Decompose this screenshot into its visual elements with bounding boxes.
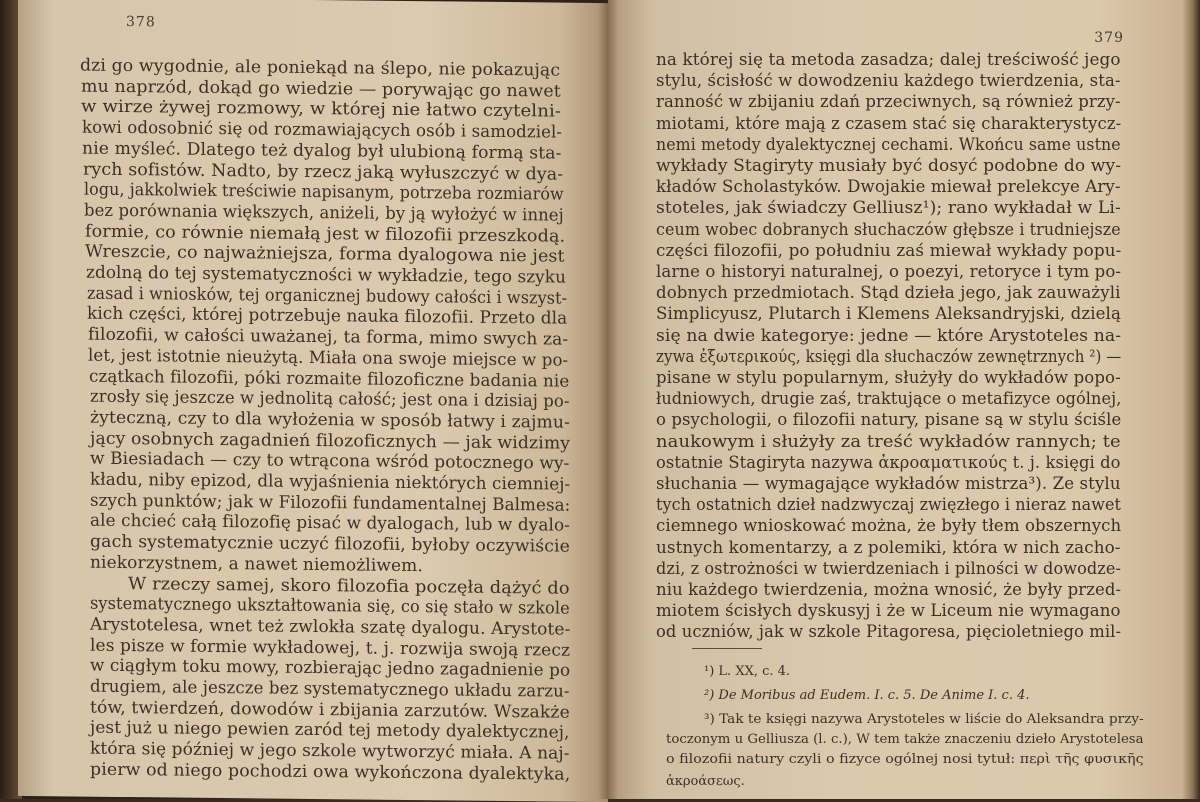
text-line: jest już u niego pewien zaród tej metody dyalektycznej, — [90, 718, 570, 744]
text-line: nie myśleć. Dlatego też dyalog był ulubioną formą sta- — [82, 138, 562, 164]
text-line: Wreszcie, co najważniejsza, forma dyalogowa nie jest — [85, 241, 566, 267]
text-line: nemi metody dyalektycznej cechami. Wkońcu same ustne — [656, 134, 1121, 155]
text-line: W rzeczy samej, skoro filozofia poczęła dążyć do — [128, 573, 570, 599]
text-line: słuchania — wymagające wykładów mistrza³). Ze stylu — [656, 474, 1121, 494]
text-line: let, jest istotnie nieużytą. Miała ona swoje miejsce w po- — [88, 345, 569, 371]
text-line: zrosły się jeszcze w jednolitą całość; jest ona i dzisiaj po- — [89, 386, 570, 412]
text-line: mu naprzód, dokąd go wiedzie — porywając go nawet — [80, 76, 561, 102]
right-page-number: 379 — [1094, 30, 1124, 46]
book-cover-edge-right — [1182, 0, 1200, 799]
text-line: ostatnie Stagiryta nazywa ἀκροαματικούς t. j. księgi do — [656, 452, 1121, 473]
text-line: czątkach filozofii, póki rozmaite filozoficzne badania nie — [89, 366, 570, 392]
text-line: rych sofistów. Nadto, by rzecz jaką wyłuszczyć w dya- — [83, 159, 564, 185]
text-line: ceum wobec dobranych słuchaczów głębsze i trudniejsze — [656, 219, 1121, 240]
footnote-line: ¹) L. XX, c. 4. — [704, 664, 791, 679]
text-line: od uczniów, jak w szkole Pitagoresa, pięcioletniego mil- — [656, 622, 1122, 643]
text-line: Arystotelesa, wnet też zwlokła szatę dyalogu. Arystote- — [90, 614, 571, 640]
text-line: niekorzystnem, a nawet niemożliwem. — [90, 552, 423, 576]
text-line: ranność w zbijaniu zdań przeciwnych, są również przy- — [656, 92, 1121, 113]
text-line: larne o historyi naturalnej, o poezyi, retoryce i tym po- — [656, 262, 1122, 282]
text-line: niu każdego twierdzenia, można wnosić, że były przed- — [656, 580, 1122, 600]
text-line: tych ostatnich dzieł nadzwyczaj zwięzłego i nieraz nawet — [656, 495, 1122, 516]
text-line: się na dwie kategorye: jedne — które Arystoteles na- — [656, 325, 1122, 346]
text-line: stoteles, jak świadczy Gelliusz¹); rano wykładał w Li- — [656, 198, 1121, 219]
left-page-number: 378 — [126, 14, 156, 31]
footnote-line: ³) Tak te księgi nazywa Arystoteles w liście do Aleksandra przy- — [704, 712, 1144, 727]
text-line: formie, co równie niemałą jest w filozofii przeszkodą. — [84, 221, 566, 247]
text-line: Simplicyusz, Plutarch i Klemens Aleksandryjski, dzielą — [656, 304, 1121, 325]
text-line: kich części, której potrzebuje nauka filozofii. Przeto dla — [87, 304, 568, 330]
text-line: o psychologii, o filozofii natury, pisane są w stylu ściśle — [656, 410, 1122, 431]
text-line: na której się ta metoda zasadza; dalej treściwość jego — [656, 50, 1121, 70]
text-line: która się później w jego szkole wytworzyć miała. A naj- — [90, 738, 570, 764]
footnote-line: o filozofii natury czyli o fizyce ogólnej nosi tytuł: περὶ τῆς φυσικῆς — [666, 752, 1144, 767]
text-line: ciemnego wnioskować można, że były tłem obszernych — [656, 516, 1122, 537]
text-line: łudniowych, drugie zaś, traktujące o metafizyce ogólnej, — [656, 389, 1122, 410]
text-line: w ciągłym toku mowy, rozbierając jedno zagadnienie po — [90, 655, 571, 681]
text-line: naukowym i służyły za treść wykładów rannych; te — [656, 431, 1121, 452]
text-line: części filozofii, po południu zaś miewał wykłady popu- — [656, 240, 1122, 261]
footnote-line: toczonym u Gelliusza (l. c.), W tem także znaczeniu dzieło Arystotelesa — [666, 732, 1144, 747]
text-line: bez porównania większych, aniżeli, by ją wyłożyć w innej — [84, 200, 564, 226]
text-line: tów, twierdzeń, dowodów i zbijania zarzutów. Wszakże — [90, 697, 570, 723]
text-line: miotami, które mają z czasem stać się charakterystycz- — [656, 113, 1122, 134]
text-line: wykłady Stagiryty musiały być dosyć podobne do wy- — [656, 156, 1122, 176]
text-line: stylu, ścisłość w dowodzeniu każdego twierdzenia, sta- — [656, 71, 1121, 92]
text-line: pierw od niego pochodzi owa wykończona dyalektyka, — [90, 759, 571, 785]
text-line: żyteczną, czy to dla wyłożenia w sposób łatwy i zajmu- — [90, 407, 570, 433]
text-line: zywa ἐξωτερικούς, księgi dla słuchaczów zewnętrznych ²) — — [656, 346, 1122, 367]
text-line: dzi go wygodnie, ale poniekąd na ślepo, nie pokazując — [80, 55, 561, 81]
text-line: logu, jakkolwiek treściwie napisanym, potrzeba rozmiarów — [83, 179, 564, 205]
text-line: miotem ścisłych dyskusyj i że w Liceum nie wymagano — [656, 601, 1121, 622]
text-line: systematycznego ukształtowania się, co się stało w szkole — [90, 593, 570, 619]
footnote-separator — [692, 648, 762, 649]
footnote-line: ²) De Moribus ad Eudem. I. c. 5. De Anime I. c. 4. — [704, 688, 1030, 703]
right-page — [608, 0, 1184, 799]
text-line: zdolną do tej systematyczności w wykładzie, tego szyku — [86, 262, 567, 288]
text-line: pisane w stylu popularnym, służyły do wykładów popo- — [656, 368, 1121, 388]
text-line: dobnych przedmiotach. Stąd dzieła jego, jak zauważyli — [656, 283, 1121, 304]
text-line: ustnych komentarzy, a z polemiki, która w nich zacho- — [656, 537, 1121, 558]
text-line: kładu, niby epizod, dla wyjaśnienia niektórych ciemniej- — [90, 469, 571, 495]
text-line: w Biesiadach — czy to wtrącona wśród potocznego wy- — [90, 448, 570, 474]
text-line: szych punktów; jak w Filozofii fundamentalnej Balmesa: — [90, 490, 571, 516]
text-line: zasad i wniosków, tej organicznej budowy całości i wszyst- — [86, 283, 567, 309]
text-line: drugiem, ale jeszcze bez systematycznego układu zarzu- — [90, 676, 570, 702]
text-line: kładów Scholastyków. Dwojakie miewał prelekcye Ary- — [656, 177, 1121, 198]
text-line: w wirze żywej rozmowy, w której nie łatwo czytelni- — [81, 96, 562, 122]
text-line: gach systematycznie uczyć filozofii, byłoby oczywiście — [90, 531, 570, 557]
footnote-line: ἀκροάσεως. — [666, 774, 745, 789]
text-line: filozofii, w całości uważanej, ta forma, mimo swych za- — [87, 324, 569, 350]
text-line: ale chcieć całą filozofię pisać w dyalogach, lub w dyalo- — [90, 511, 570, 537]
text-line: dzi, z ostrożności w twierdzeniach i pilności w dowodze- — [656, 558, 1122, 579]
text-line: les pisze w formie wykładowej, t. j. rozwija swoją rzecz — [90, 635, 571, 661]
text-line: jący osobnych zagadnień filozoficznych — jak widzimy — [90, 428, 571, 454]
text-line: kowi odosobnić się od rozmawiających osób i samodziel- — [81, 117, 562, 143]
left-page — [18, 0, 608, 802]
